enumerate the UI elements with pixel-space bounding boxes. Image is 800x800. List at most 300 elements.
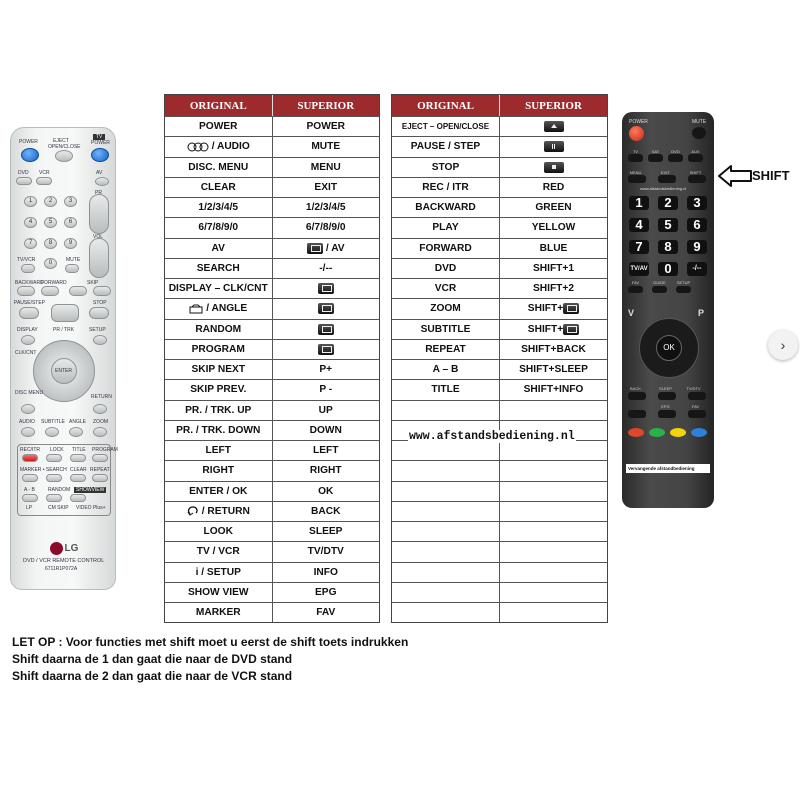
cm-skip-label: CM SKIP: [48, 505, 69, 511]
cell-text: GREEN: [535, 202, 572, 214]
digit-1-button: 1: [629, 196, 649, 210]
cell-text: 1/2/3/4/5: [198, 202, 239, 214]
pr-trk-label: PR / TRK: [53, 327, 75, 333]
power-button: [629, 126, 644, 141]
dash-button: -/--: [687, 262, 707, 276]
sat-button: [648, 154, 663, 162]
superior-cell: [500, 299, 607, 318]
table-row: [165, 197, 379, 217]
cell-text: FAV: [316, 607, 336, 619]
cell-text: A – B: [432, 364, 459, 376]
random-button: [46, 494, 62, 502]
table-row: [392, 157, 607, 177]
mute-label: MUTE: [66, 257, 81, 263]
superior-cell: [273, 178, 380, 197]
forward-button: [41, 286, 59, 296]
cell-text: -/--: [319, 262, 333, 274]
superior-cell: [273, 158, 380, 177]
superior-cell: [273, 198, 380, 217]
digit-0-button: 0: [658, 262, 678, 276]
cell-text: SEARCH: [196, 262, 240, 274]
original-cell: [165, 502, 273, 521]
original-cell: [392, 563, 500, 582]
original-cell: [392, 542, 500, 561]
original-cell: [165, 583, 273, 602]
table-row: [165, 298, 379, 318]
cell-text: AV: [211, 242, 225, 254]
audio-label: AUDIO: [19, 419, 35, 425]
back-button: [628, 392, 646, 400]
cell-text: DISPLAY – CLK/CNT: [168, 283, 268, 295]
lp-label: LP: [26, 505, 33, 511]
superior-cell: [500, 563, 607, 582]
table-row: [165, 278, 379, 298]
stop-key-icon: [544, 162, 564, 173]
cell-text: / ANGLE: [206, 303, 248, 315]
superior-cell: [273, 299, 380, 318]
dvd-button: [16, 177, 32, 185]
cell-text: PAUSE / STEP: [410, 141, 481, 153]
table-row: [392, 501, 607, 521]
original-cell: [392, 279, 500, 298]
digit-5-button: 5: [44, 217, 57, 228]
table-row: [165, 521, 379, 541]
superior-cell: [500, 542, 607, 561]
table-row: [165, 379, 379, 399]
original-cell: [165, 401, 273, 420]
open-close-label: OPEN/CLOSE: [48, 144, 81, 150]
menu-button: [628, 175, 646, 183]
instruction-note: [12, 634, 408, 685]
superior-cell: [500, 239, 607, 258]
table-row: [165, 541, 379, 561]
original-cell: [392, 178, 500, 197]
original-cell: [392, 320, 500, 339]
superior-cell: [273, 502, 380, 521]
table-row: [165, 116, 379, 136]
cell-text: SHIFT+INFO: [523, 384, 584, 396]
cell-text: PROGRAM: [191, 343, 245, 355]
angle-key-icon: [318, 303, 334, 314]
digit-6-button: 6: [687, 218, 707, 232]
cell-text: 1/2/3/4/5: [305, 202, 346, 214]
digit-2-button: 2: [658, 196, 678, 210]
table-row: [392, 521, 607, 541]
cell-text: SHIFT+BACK: [521, 343, 586, 355]
digit-3-button: 3: [687, 196, 707, 210]
setup-label: SETUP: [89, 327, 106, 333]
pause-button: [19, 307, 39, 319]
tv-power-button: [91, 148, 109, 162]
superior-cell: [500, 482, 607, 501]
model-line: DVD / VCR REMOTE CONTROL: [23, 558, 105, 564]
table-row: [165, 440, 379, 460]
table-row: [392, 339, 607, 359]
table-row: [165, 136, 379, 156]
table-row: [392, 379, 607, 399]
cell-text: SKIP NEXT: [191, 364, 246, 376]
website-text: www.afstandsbediening.nl: [409, 430, 575, 443]
guide-button: [652, 286, 667, 293]
cell-text: i / SETUP: [195, 566, 241, 578]
cell-text: TITLE: [431, 384, 460, 396]
setup-button: [676, 286, 691, 293]
red-button: [628, 428, 644, 437]
clear-label: CLEAR: [70, 467, 87, 473]
lock-button: [46, 454, 62, 462]
superior-cell: [500, 380, 607, 399]
cell-text: / RETURN: [201, 505, 250, 517]
mute-label: MUTE: [692, 119, 707, 125]
av-label: AV: [96, 170, 103, 176]
rec-button: [22, 454, 38, 462]
vol-label: V: [628, 308, 635, 318]
epg-label: EPG: [661, 404, 670, 409]
original-cell: [165, 441, 273, 460]
original-cell: [165, 563, 273, 582]
table-row: [392, 460, 607, 480]
lock-label: LOCK: [50, 447, 64, 453]
marker-button: [22, 474, 38, 482]
disc-menu-button: [21, 404, 35, 414]
table-row: [392, 359, 607, 379]
cell-text: POWER: [306, 121, 345, 133]
cell-text: DOWN: [309, 424, 342, 436]
original-cell: [165, 218, 273, 237]
dvd-label: DVD: [18, 170, 29, 176]
cell-text: MUTE: [311, 141, 341, 153]
tv-vcr-label: TV/VCR: [17, 257, 36, 263]
original-cell: [165, 340, 273, 359]
original-cell: [392, 482, 500, 501]
power-button: [21, 148, 39, 162]
sleep-button: [658, 392, 676, 400]
header-superior: SUPERIOR: [297, 99, 355, 112]
digit-8-button: 8: [44, 238, 57, 249]
table-row: [392, 258, 607, 278]
original-cell: [165, 259, 273, 278]
table-row: [392, 541, 607, 561]
cell-text: REPEAT: [425, 343, 466, 355]
eject-label: EJECT: [53, 138, 69, 144]
a-b-label: A - B: [24, 487, 35, 493]
cell-text: FORWARD: [419, 242, 472, 254]
table-row: [392, 217, 607, 237]
title-button: [70, 454, 86, 462]
original-cell: [392, 603, 500, 622]
lg-logo: [50, 542, 63, 555]
superior-cell: [273, 340, 380, 359]
remote-url: www.afstandsbediening.nl: [640, 186, 687, 191]
marker-search-label: MARKER • SEARCH: [20, 467, 67, 473]
cell-text: PR. / TRK. DOWN: [176, 424, 261, 436]
display-button: [21, 335, 35, 345]
exit-label: EXIT: [661, 170, 670, 175]
superior-cell: [500, 401, 607, 420]
original-cell: [165, 117, 273, 136]
superior-cell: [500, 137, 607, 156]
cell-text: SHIFT+: [527, 323, 564, 335]
zoom-key-icon: [563, 303, 579, 314]
table-row: [392, 278, 607, 298]
original-cell: [392, 158, 500, 177]
original-cell: [165, 299, 273, 318]
prog-label: P: [698, 308, 705, 318]
shift-button: [688, 175, 706, 183]
superior-cell: [273, 583, 380, 602]
cell-text: / AUDIO: [211, 141, 250, 153]
eject-key-icon: [544, 121, 564, 132]
cell-text: REC / ITR: [422, 181, 469, 193]
replacement-sticker: Vervangende afstandbediening: [626, 464, 710, 473]
subtitle-label: SUBTITLE: [41, 419, 65, 425]
original-cell: [392, 380, 500, 399]
cell-text: RIGHT: [309, 465, 342, 477]
fav-label: FAV: [631, 280, 640, 285]
backward-button: [17, 286, 35, 296]
original-cell: [165, 320, 273, 339]
cell-text: RED: [542, 181, 565, 193]
epg-button: [658, 410, 676, 418]
original-lg-remote: [10, 127, 116, 590]
a-b-button: [22, 494, 38, 502]
superior-cell: [273, 218, 380, 237]
stop-label: STOP: [93, 300, 107, 306]
cell-text: DVD: [434, 262, 457, 274]
menu-label: MENU: [629, 170, 642, 175]
cell-text: PR. / TRK. UP: [185, 404, 252, 416]
digit-9-button: 9: [687, 240, 707, 254]
cell-text: EPG: [314, 586, 337, 598]
clk-cnt-label: CLK/CNT: [15, 350, 37, 356]
cell-text: SLEEP: [309, 526, 343, 538]
original-cell: [392, 441, 500, 460]
original-cell: [392, 583, 500, 602]
cell-text: ZOOM: [430, 303, 461, 315]
cell-text: VCR: [434, 283, 457, 295]
cell-text: RANDOM: [195, 323, 242, 335]
shift-arrow-icon: [718, 164, 752, 188]
shift-key-label: SHIFT: [689, 170, 702, 175]
skip-label: SKIP: [87, 280, 99, 286]
replacement-remote: [622, 112, 714, 508]
mute-button: [65, 264, 79, 273]
table-row: [392, 440, 607, 460]
backward-label: BACKWARD: [15, 280, 44, 286]
showview-button: [70, 494, 86, 502]
cell-text: BLUE: [539, 242, 568, 254]
superior-cell: [500, 178, 607, 197]
superior-cell: [273, 421, 380, 440]
showview-label: SHOWVIEW: [76, 487, 105, 493]
cell-text: SHIFT+2: [532, 283, 575, 295]
note-line: Shift daarna de 2 dan gaat die naar de VCR stand: [12, 669, 293, 683]
play-button: [51, 304, 79, 322]
lg-brand-text: LG: [64, 543, 79, 555]
mapping-table-right: [391, 94, 608, 623]
cell-text: P+: [319, 364, 333, 376]
superior-cell: [500, 522, 607, 541]
table-header: [165, 95, 379, 116]
exit-button: [658, 175, 676, 183]
superior-cell: [273, 441, 380, 460]
enter-label: ENTER: [55, 368, 72, 374]
original-cell: [165, 380, 273, 399]
table-row: [165, 339, 379, 359]
cell-text: CLEAR: [200, 181, 236, 193]
rec-itr-label: REC/ITR: [20, 447, 40, 453]
digit-9-button: 9: [64, 238, 77, 249]
superior-cell: [500, 158, 607, 177]
superior-cell: [500, 502, 607, 521]
cell-text: SHIFT+SLEEP: [519, 364, 588, 376]
superior-cell: [273, 542, 380, 561]
audio-rings-icon: [187, 142, 209, 152]
random-label: RANDOM: [48, 487, 71, 493]
cell-text: OK: [318, 485, 334, 497]
av-button: [95, 177, 109, 186]
angle-button: [69, 427, 83, 437]
aux-label: AUX: [691, 149, 700, 154]
program-button: [92, 454, 108, 462]
table-row: [392, 582, 607, 602]
cell-text: 6/7/8/9/0: [198, 222, 239, 234]
angle-camera-icon: [189, 304, 203, 314]
zoom-button: [93, 427, 107, 437]
table-row: [165, 582, 379, 602]
return-button: [93, 404, 107, 414]
next-image-button[interactable]: [768, 330, 798, 360]
table-row: [165, 562, 379, 582]
original-cell: [165, 279, 273, 298]
note-line: Shift daarna de 1 dan gaat die naar de DVD stand: [12, 652, 293, 666]
tvdtv-button: [688, 392, 706, 400]
cell-text: TV / VCR: [196, 546, 240, 558]
table-row: [392, 481, 607, 501]
eject-button: [55, 150, 73, 162]
table-header: [392, 95, 607, 116]
cell-text: P -: [319, 384, 333, 396]
button-mapping-table: [164, 94, 608, 623]
table-row: [392, 562, 607, 582]
title-label: TITLE: [72, 447, 86, 453]
audio-button: [21, 427, 35, 437]
pause-step-label: PAUSE/STEP: [14, 300, 46, 306]
table-row: [165, 359, 379, 379]
cell-text: RIGHT: [202, 465, 235, 477]
power-tv-label: POWER: [91, 140, 110, 146]
original-cell: [165, 542, 273, 561]
cell-text: / AV: [325, 242, 345, 254]
table-row: [392, 238, 607, 258]
cell-text: SHIFT+: [527, 303, 564, 315]
dvd-button: [668, 154, 683, 162]
table-row: [392, 177, 607, 197]
table-row: [392, 136, 607, 156]
cell-text: EJECT – OPEN/CLOSE: [401, 122, 490, 132]
digit-3-button: 3: [64, 196, 77, 207]
video-plus-label: VIDEO Plus+: [76, 505, 106, 511]
function-panel: [17, 444, 118, 516]
cell-text: BACKWARD: [415, 202, 476, 214]
original-cell: [165, 360, 273, 379]
disc-menu-label: DISC MENU: [15, 390, 44, 396]
subtitle-button: [45, 427, 59, 437]
fav-button: [628, 286, 643, 293]
vol-label: VOL: [93, 234, 104, 240]
superior-cell: [500, 279, 607, 298]
original-cell: [392, 137, 500, 156]
table-row: [392, 602, 607, 622]
original-cell: [165, 178, 273, 197]
table-row: [165, 481, 379, 501]
original-cell: [165, 482, 273, 501]
green-button: [649, 428, 665, 437]
original-cell: [165, 137, 273, 156]
digit-0-button: 0: [44, 258, 57, 269]
cell-text: LOOK: [203, 526, 233, 538]
random-key-icon: [318, 324, 334, 335]
table-row: [165, 602, 379, 622]
cell-text: SHOW VIEW: [187, 586, 249, 598]
input-source-icon: [307, 243, 323, 254]
dvd-label: DVD: [671, 149, 680, 154]
fav2-button: [688, 410, 706, 418]
original-cell: [392, 502, 500, 521]
digit-2-button: 2: [44, 196, 57, 207]
original-cell: [392, 117, 500, 136]
cell-text: UP: [318, 404, 333, 416]
table-row: [165, 420, 379, 440]
cell-text: LEFT: [313, 445, 339, 457]
original-cell: [392, 461, 500, 480]
chevron-right-icon: ›: [780, 337, 786, 353]
cell-text: DISC. MENU: [188, 161, 249, 173]
superior-cell: [273, 239, 380, 258]
cell-text: STOP: [431, 161, 460, 173]
header-original: ORIGINAL: [392, 95, 500, 116]
table-row: [392, 400, 607, 420]
setup-button: [93, 335, 107, 345]
model-code: 6711R1P072A: [45, 566, 78, 572]
vol-rocker: [89, 238, 109, 278]
cell-text: POWER: [199, 121, 238, 133]
superior-cell: [273, 482, 380, 501]
repeat-button: [92, 474, 108, 482]
vcr-button: [36, 177, 52, 185]
cell-text: 6/7/8/9/0: [305, 222, 346, 234]
cell-text: INFO: [313, 566, 338, 578]
superior-cell: [500, 603, 607, 622]
cell-text: SHIFT+1: [532, 262, 575, 274]
display-key-icon: [318, 283, 334, 294]
cell-text: ENTER / OK: [189, 485, 248, 497]
ok-button: OK: [656, 335, 682, 361]
superior-cell: [273, 137, 380, 156]
digit-4-button: 4: [629, 218, 649, 232]
superior-cell: [273, 360, 380, 379]
back-label: BACK: [630, 386, 641, 391]
superior-cell: [500, 117, 607, 136]
clear-button: [70, 474, 86, 482]
superior-cell: [273, 279, 380, 298]
table-row: [165, 238, 379, 258]
original-cell: [392, 299, 500, 318]
original-cell: [392, 198, 500, 217]
pr-rocker: [89, 194, 109, 234]
vcr-label: VCR: [39, 170, 50, 176]
superior-cell: [500, 340, 607, 359]
